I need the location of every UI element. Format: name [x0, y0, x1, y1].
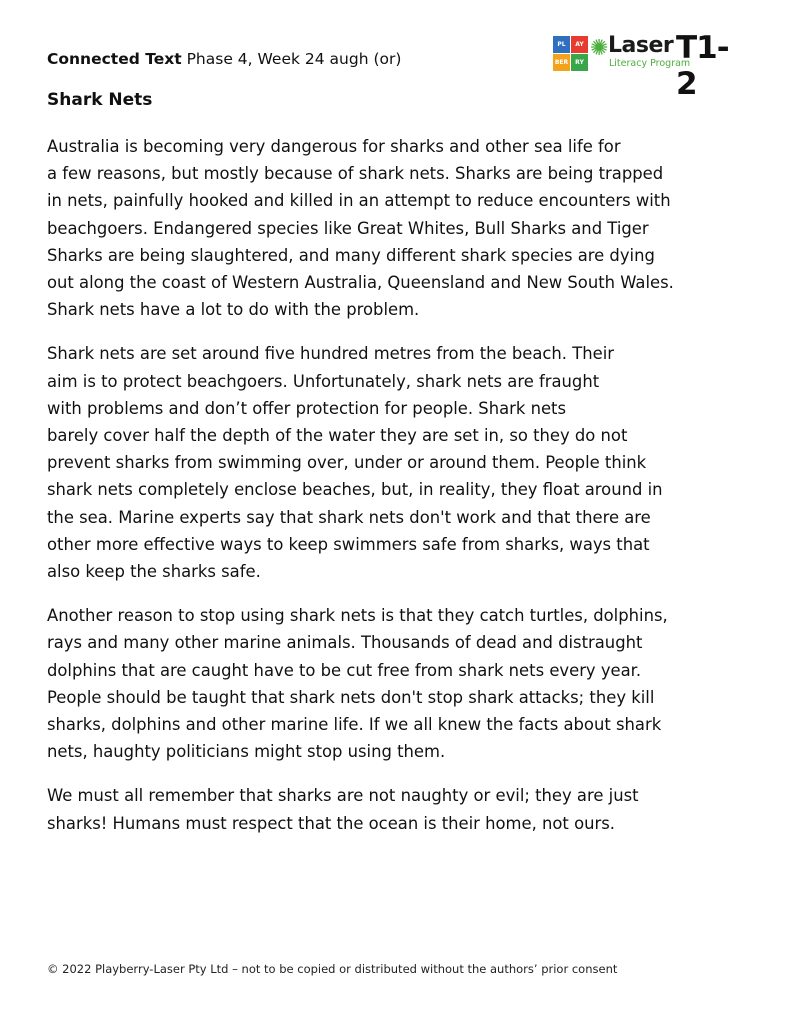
- text-line: beachgoers. Endangered species like Great Whites, Bull Sharks and Tiger: [47, 218, 649, 238]
- paragraph: [47, 340, 757, 585]
- header-label-bold: Connected Text: [47, 50, 182, 68]
- text-line: sharks! Humans must respect that the ocean is their home, not ours.: [47, 813, 615, 833]
- text-line: other more effective ways to keep swimmers safe from sharks, ways that: [47, 534, 650, 554]
- article-body: [47, 133, 757, 854]
- logo-tile: AY: [571, 36, 588, 53]
- text-line: aim is to protect beachgoers. Unfortunately, shark nets are fraught: [47, 371, 600, 391]
- logo-brand: Laser: [608, 33, 674, 58]
- logo-level: T1-2: [676, 30, 729, 102]
- text-line: Another reason to stop using shark nets is that they catch turtles, dolphins,: [47, 606, 668, 626]
- text-line: dolphins that are caught have to be cut free from shark nets every year.: [47, 660, 642, 680]
- logo-tile: BER: [553, 54, 570, 71]
- paragraph: [47, 782, 757, 836]
- copyright-footer: © 2022 Playberry-Laser Pty Ltd – not to be copied or distributed without the authors’ prior consent: [47, 962, 618, 976]
- logo-subtitle: Literacy Program: [609, 58, 691, 69]
- text-line: rays and many other marine animals. Thousands of dead and distraught: [47, 633, 643, 653]
- text-line: We must all remember that sharks are not naughty or evil; they are just: [47, 786, 639, 806]
- text-line: in nets, painfully hooked and killed in an attempt to reduce encounters with: [47, 191, 671, 211]
- text-line: the sea. Marine experts say that shark nets don't work and that there are: [47, 507, 651, 527]
- logo-tile: PL: [553, 36, 570, 53]
- text-line: a few reasons, but mostly because of shark nets. Sharks are being trapped: [47, 164, 664, 184]
- text-line: Shark nets are set around five hundred metres from the beach. Their: [47, 344, 614, 364]
- text-line: prevent sharks from swimming over, under or around them. People think: [47, 453, 647, 473]
- paragraph: [47, 133, 757, 323]
- text-line: barely cover half the depth of the water they are set in, so they do not: [47, 426, 628, 446]
- page-title: Shark Nets: [47, 90, 153, 110]
- text-line: out along the coast of Western Australia, Queensland and New South Wales.: [47, 273, 674, 293]
- paragraph: [47, 602, 757, 765]
- text-line: also keep the sharks safe.: [47, 562, 261, 582]
- text-line: People should be taught that shark nets don't stop shark attacks; they kill: [47, 687, 655, 707]
- text-line: with problems and don’t offer protection for people. Shark nets: [47, 398, 567, 418]
- laser-star-icon: ✺: [590, 36, 609, 61]
- text-line: Australia is becoming very dangerous for sharks and other sea life for: [47, 137, 621, 156]
- text-line: shark nets completely enclose beaches, but, in reality, they float around in: [47, 480, 663, 500]
- text-line: Sharks are being slaughtered, and many different shark species are dying: [47, 245, 655, 265]
- laser-logo: [553, 30, 743, 102]
- header-label-rest: Phase 4, Week 24 augh (or): [181, 50, 402, 68]
- playberry-tiles-icon: [553, 36, 589, 72]
- text-line: nets, haughty politicians might stop using them.: [47, 742, 446, 762]
- logo-tile: RY: [571, 54, 588, 71]
- text-line: sharks, dolphins and other marine life. If we all knew the facts about shark: [47, 715, 662, 735]
- text-line: Shark nets have a lot to do with the problem.: [47, 300, 420, 320]
- header-line: [47, 50, 401, 68]
